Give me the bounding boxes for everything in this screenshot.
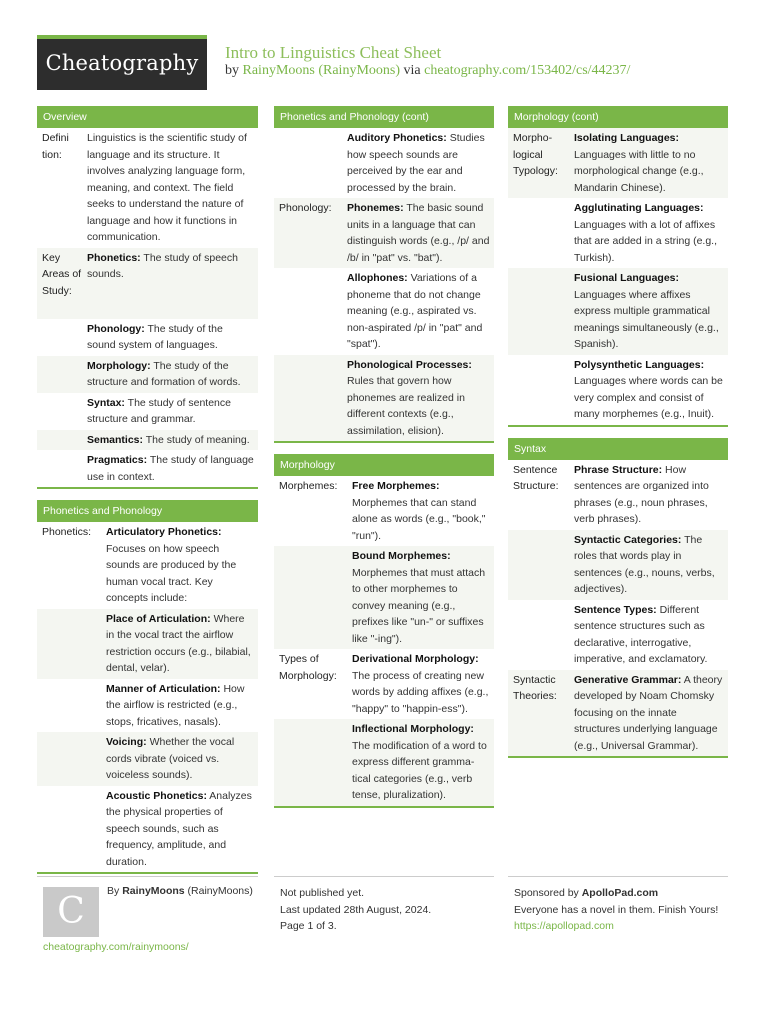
footer-author-link[interactable]: cheatography.com/rainymoons/ — [43, 941, 189, 953]
column-1 — [37, 106, 258, 885]
row-label: Free Morphemes: — [352, 480, 440, 492]
row-text: Morphemes that must attach to other morphemes to convey meaning (e.g., prefixes like "un-" or suffixes like "-ing"). — [352, 566, 486, 645]
row-label: Allophones: — [347, 272, 408, 284]
section-header: Phonetics and Phonology — [37, 500, 258, 522]
table-row — [508, 460, 728, 530]
row-desc — [574, 672, 728, 755]
table-row — [37, 732, 258, 786]
row-desc — [574, 270, 728, 353]
table-row — [508, 600, 728, 670]
row-text: Languages where words can be very complex and consist of many morphemes (e.g., Inuit). — [574, 375, 723, 420]
row-desc — [347, 200, 494, 266]
avatar-letter: C — [57, 891, 85, 932]
footer-meta — [274, 876, 494, 966]
row-text: Languages with a lot of affixes that are added in a string (e.g., Turkish). — [574, 218, 718, 264]
row-text: The study of sentence structure and grammar. — [87, 396, 231, 425]
row-desc — [87, 395, 258, 428]
row-text: The study of meaning. — [145, 433, 250, 446]
row-text: How the airflow is restricted (e.g., stops, fricatives, nasals). — [106, 682, 245, 728]
table-row — [508, 670, 728, 757]
table-row — [508, 530, 728, 600]
row-text: Where in the vocal tract the airflow restriction occurs (e.g., bilabial, dental, velar). — [106, 612, 251, 674]
row-text: Studies how speech sounds are perceived by the ear and processed by the brain. — [347, 132, 485, 194]
row-label: Semantics: — [87, 433, 144, 446]
footer-author — [37, 876, 258, 966]
row-label: Generative Grammar: — [574, 673, 682, 686]
table-row — [37, 786, 258, 873]
footer-by-label: By — [107, 885, 120, 897]
section-header: Morphology (cont) — [508, 106, 728, 128]
sponsor-url-link[interactable]: https://apollopad.com — [514, 920, 614, 932]
row-term: Defini tion: — [42, 132, 69, 161]
row-text: Rules that govern how phonemes are realized in different contexts (e.g., assimilation, elision). — [347, 375, 465, 437]
table-row — [37, 430, 258, 451]
footer-updated: Last updated 28th August, 2024. — [280, 903, 432, 916]
row-label: Bound Morphemes: — [352, 550, 451, 562]
row-desc — [106, 681, 258, 731]
row-text: Morphemes that can stand alone as words (e.g., "book," "run"). — [352, 496, 486, 542]
table-row — [274, 268, 494, 355]
cheatography-logo[interactable] — [37, 35, 207, 90]
footer-page: Page 1 of 3. — [280, 920, 337, 932]
row-label: Phonology: — [87, 322, 145, 335]
footer-published: Not published yet. — [280, 887, 365, 899]
sponsor-prefix: Sponsored by — [514, 887, 579, 899]
avatar[interactable] — [43, 887, 99, 937]
row-desc — [574, 532, 728, 598]
section-header: Morphology — [274, 454, 494, 476]
table-row — [37, 522, 258, 609]
table-row — [37, 128, 258, 248]
logo-text: Cheatography — [45, 51, 199, 75]
section-header: Overview — [37, 106, 258, 128]
row-label: Place of Articulation: — [106, 612, 211, 625]
row-label: Phonemes: — [347, 202, 404, 214]
row-text: Languages with little to no morphological change (e.g., Mandarin Chinese). — [574, 148, 704, 194]
table-row — [508, 355, 728, 425]
row-desc — [574, 200, 728, 266]
row-desc — [106, 788, 258, 871]
row-desc — [574, 357, 728, 423]
row-label: Phrase Structure: — [574, 463, 663, 476]
section-morphology-cont — [508, 106, 728, 427]
table-row — [274, 546, 494, 649]
table-row — [37, 679, 258, 733]
row-label: Phonological Processes: — [347, 358, 472, 371]
row-term: Syntactic Theories: — [513, 673, 557, 702]
section-phonetics-phonology-cont — [274, 106, 494, 443]
table-row — [274, 355, 494, 442]
table-row — [37, 609, 258, 679]
section-overview — [37, 106, 258, 489]
row-label: Syntax: — [87, 396, 125, 409]
footer-author-paren: (RainyMoons) — [187, 885, 253, 897]
row-desc — [352, 478, 494, 544]
row-label: Polysynthetic Languages: — [574, 358, 705, 371]
table-row — [274, 198, 494, 268]
row-desc — [347, 270, 494, 353]
row-desc — [352, 651, 494, 717]
byline — [225, 63, 630, 79]
row-term: Sentence Structure: — [513, 463, 559, 492]
row-label: Sentence Types: — [574, 603, 657, 616]
row-text: The study of the sound system of languages. — [87, 322, 223, 351]
table-row — [37, 319, 258, 356]
row-text: The roles that words play in sentences (e.g., nouns, verbs, adjectives). — [574, 533, 715, 595]
row-term: Phonology: — [279, 202, 332, 214]
footer-sponsor — [508, 876, 728, 966]
row-desc — [106, 734, 258, 784]
row-text: The study of language use in context. — [87, 454, 254, 483]
row-label: Inflectional Morphology: — [352, 723, 474, 735]
section-header: Phonetics and Phonology (cont) — [274, 106, 494, 128]
row-term: Phonetics: — [42, 526, 92, 538]
column-2 — [274, 106, 494, 819]
row-desc — [87, 432, 258, 449]
row-desc — [87, 358, 258, 391]
row-label: Agglutinating Languages: — [574, 202, 704, 214]
row-desc — [347, 357, 494, 440]
row-desc — [87, 250, 258, 317]
sponsor-name[interactable]: ApolloPad.com — [581, 887, 659, 899]
row-label: Morphology: — [87, 359, 151, 372]
table-row — [274, 649, 494, 719]
row-term: Morpho-logical Typology: — [513, 132, 558, 177]
author-link[interactable]: RainyMoons (RainyMoons) — [242, 63, 400, 78]
row-text: Focuses on how speech sounds are produced by the human vocal tract. Key concepts include: — [106, 542, 237, 604]
row-label: Derivational Morphology: — [352, 653, 479, 665]
row-desc — [106, 524, 258, 607]
row-label: Syntactic Categories: — [574, 533, 682, 546]
table-row — [37, 248, 258, 319]
row-text: The study of speech sounds. — [87, 251, 238, 280]
row-text: How sentences are organized into phrases (e.g., noun phrases, verb phrases). — [574, 463, 709, 525]
table-row — [37, 356, 258, 393]
section-morphology — [274, 454, 494, 808]
table-row — [274, 476, 494, 546]
row-label: Manner of Articulation: — [106, 682, 221, 695]
row-label: Auditory Phonetics: — [347, 132, 447, 144]
table-row — [508, 268, 728, 355]
table-row — [508, 198, 728, 268]
table-row — [37, 393, 258, 430]
row-term: Morphemes: — [279, 480, 338, 492]
table-row — [274, 719, 494, 806]
row-text: Whether the vocal cords vibrate (voiced vs. voiceless sounds). — [106, 736, 235, 781]
sponsor-text: Everyone has a novel in them. Finish Yours! — [514, 903, 719, 916]
row-desc — [347, 130, 494, 196]
row-term: Key Areas of Study: — [42, 251, 82, 297]
row-desc — [574, 462, 728, 528]
row-desc — [106, 611, 258, 677]
sheet-url-link[interactable]: cheatography.com/153402/cs/44237/ — [424, 63, 631, 78]
row-label: Voicing: — [106, 736, 147, 748]
byline-by: by — [225, 63, 239, 78]
row-text: Variations of a phoneme that do not change meaning (e.g., aspirated vs. non-aspirated /p/ in "pat" and "spat"). — [347, 272, 483, 350]
row-label: Pragmatics: — [87, 454, 148, 466]
column-3 — [508, 106, 728, 769]
row-text: Different sentence structures such as declarative, interrogative, imperative, and exclamatory. — [574, 603, 708, 665]
row-text: A theory developed by Noam Chomsky focusing on the innate structures underlying language (e.g., Universal Grammar). — [574, 673, 723, 752]
row-label: Isolating Languages: — [574, 132, 680, 144]
row-label: Articulatory Phonetics: — [106, 526, 222, 538]
row-label: Phonetics: — [87, 251, 141, 264]
footer-by — [107, 885, 253, 897]
row-text: The study of the structure and formation of words. — [87, 359, 241, 388]
row-text: The basic sound units in a language that can distinguish words (e.g., /p/ and /b/ in "pat" vs. "bat"). — [347, 202, 490, 264]
table-row — [274, 128, 494, 198]
row-desc — [87, 452, 258, 485]
row-desc — [352, 721, 494, 804]
row-term: Types of Morphology: — [279, 653, 337, 682]
footer-author-name[interactable]: RainyMoons — [122, 885, 185, 897]
row-desc: Linguistics is the scientific study of language and its structure. It involves analyzing language form, meaning, and context. The field seeks to understand the nature of language and how it functions in communication. — [87, 132, 247, 243]
page-title: Intro to Linguistics Cheat Sheet — [225, 43, 442, 62]
section-header: Syntax — [508, 438, 728, 460]
row-text: The modification of a word to express different gramma-tical categories (e.g., verb tense, pluralization). — [352, 739, 487, 801]
row-desc — [574, 130, 728, 196]
row-label: Fusional Languages: — [574, 272, 680, 284]
table-row — [37, 450, 258, 487]
row-desc — [352, 548, 494, 647]
section-syntax — [508, 438, 728, 759]
row-text: Analyzes the physical properties of speech sounds, such as frequency, amplitude, and duration. — [106, 789, 252, 868]
row-desc — [574, 602, 728, 668]
footer-sponsor-line — [508, 877, 728, 902]
table-row — [508, 128, 728, 198]
row-text: The process of creating new words by adding affixes (e.g., "happy" to "happin-ess"). — [352, 669, 489, 715]
row-desc — [87, 321, 258, 354]
byline-via: via — [403, 63, 421, 78]
section-phonetics-phonology — [37, 500, 258, 874]
row-label: Acoustic Phonetics: — [106, 789, 207, 802]
row-text: Languages where affixes express multiple grammatical meanings simultaneously (e.g., Spanish). — [574, 288, 719, 350]
